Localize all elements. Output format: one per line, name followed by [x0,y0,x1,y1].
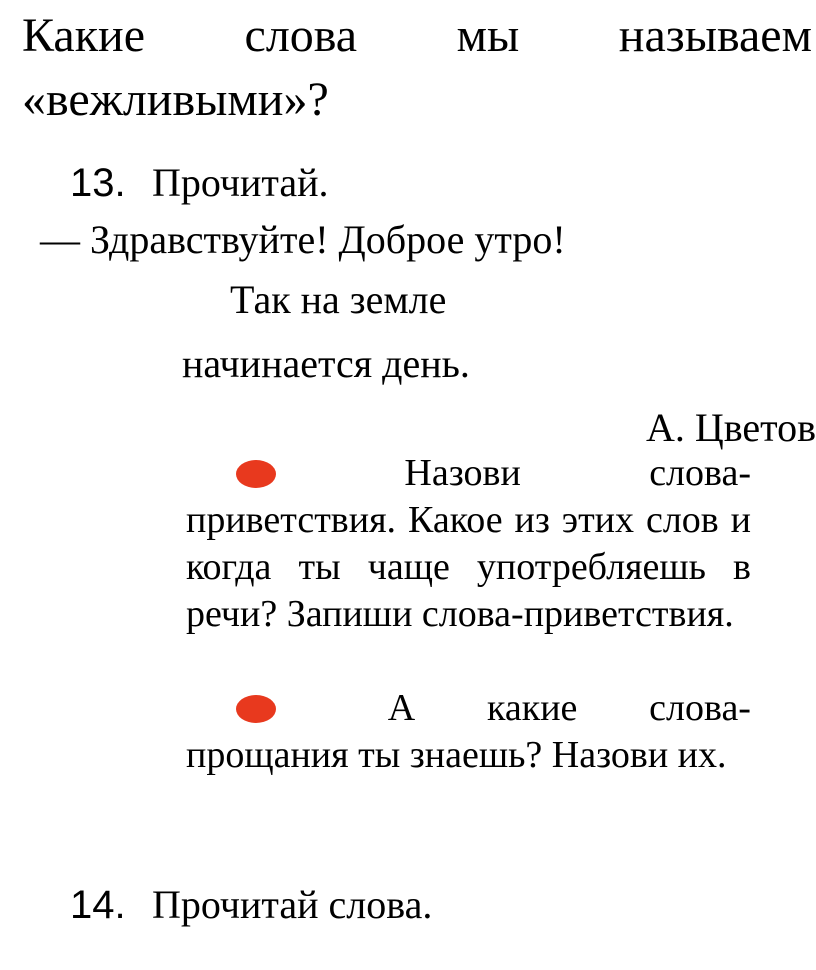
exercise-14-instruction: Прочитай слова. [152,882,433,927]
task-1-text: приветствия. Какое из этих слов и когда ты чаще употребляешь в речи? Запиши слова-приветствия. [186,499,751,635]
task-2-text: прощания ты знаешь? Назови их. [186,734,727,776]
task-2-word: слова- [649,687,751,729]
poem-line-2: Так на земле [230,277,447,322]
exercise-13-number: 13. [70,161,126,205]
poem-author: А. Цветов [645,405,816,450]
task-2-word: А [387,687,416,729]
task-2-word: какие [486,687,578,729]
red-bullet-icon [236,695,276,723]
exercise-13-instruction: Прочитай. [152,160,329,205]
poem-line-3: начинается день. [182,341,470,386]
task-1 [186,450,751,638]
task-1-word: Назови [404,452,521,494]
heading-line-1 [22,4,812,68]
heading-word: мы [456,9,520,62]
heading-word: Какие [22,9,145,62]
red-bullet-icon [236,460,276,488]
task-2-first-line [186,685,751,732]
task-1-word: слова- [649,452,751,494]
task-2 [186,685,751,779]
exercise-14-number: 14. [70,883,126,927]
heading-word: называем [618,9,812,62]
heading-word: слова [244,9,358,62]
heading-line-2: «вежливыми»? [22,73,329,126]
poem-line-1: — Здравствуйте! Доброе утро! [40,217,566,262]
task-1-first-line [186,450,751,497]
